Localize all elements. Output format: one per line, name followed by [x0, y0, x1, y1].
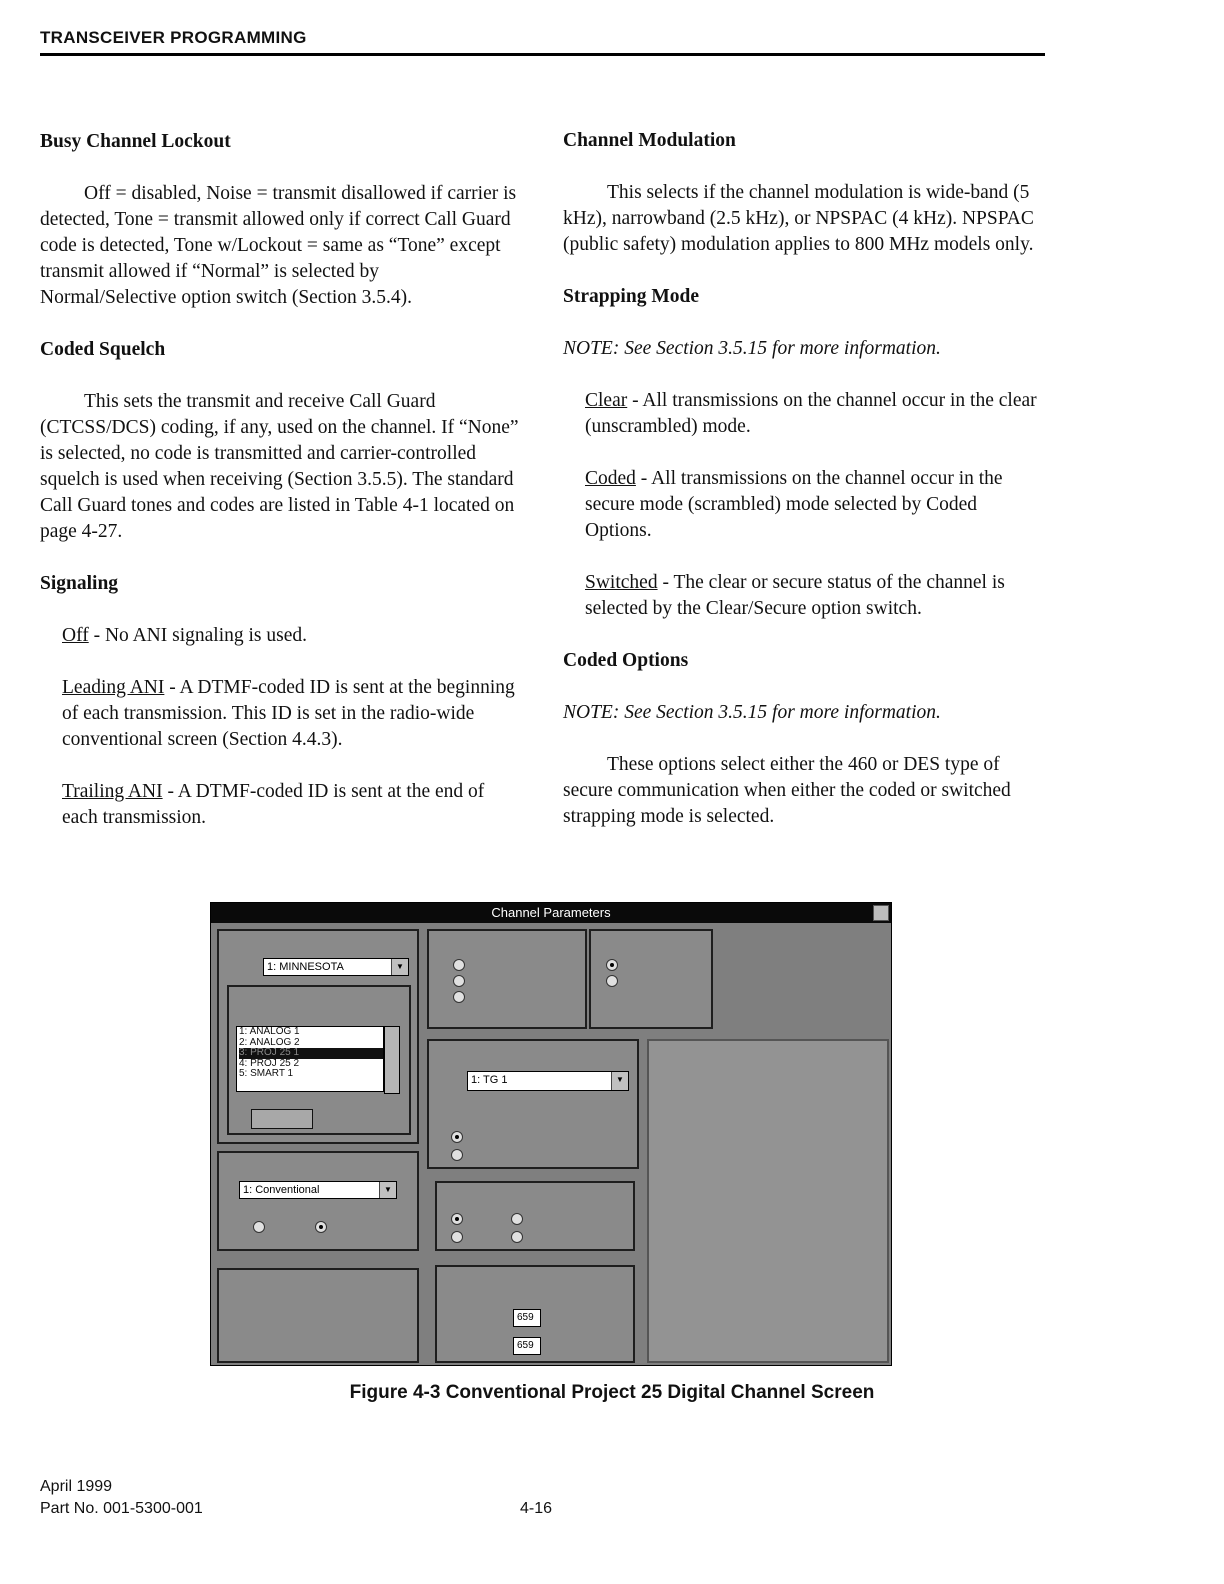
header-rule: [40, 53, 1045, 56]
busy-channel-lockout-group: [435, 1181, 635, 1251]
leading-ani-desc: - A DTMF-coded ID is sent at the beginning of each transmission. This ID is set in the radio-wide conventional screen (Section 4.4.3).: [62, 677, 515, 750]
footer-date: April 1999: [40, 1478, 113, 1495]
system-specific-info-group: [217, 1268, 419, 1363]
channel-list-scrollbar[interactable]: [384, 1026, 400, 1094]
coded-squelch-heading: Coded Squelch: [40, 339, 166, 360]
signaling-trailing-item: [62, 779, 520, 831]
modify-button[interactable]: [251, 1109, 313, 1129]
busy-off-radio[interactable]: [451, 1213, 463, 1225]
analog-radio[interactable]: [253, 1221, 265, 1233]
coded-options-heading: Coded Options: [563, 650, 689, 671]
clear-term: Clear: [585, 390, 628, 411]
window-menu-icon[interactable]: [873, 905, 889, 921]
trailing-ani-desc: - A DTMF-coded ID is sent at the end of each transmission.: [62, 781, 485, 828]
power-radio-3[interactable]: [453, 991, 465, 1003]
tx-nac-input[interactable]: 659: [513, 1337, 541, 1355]
chevron-down-icon[interactable]: ▼: [611, 1072, 628, 1090]
list-item[interactable]: 3: PROJ 25 1: [239, 1048, 383, 1059]
busy-channel-lockout-heading: Busy Channel Lockout: [40, 131, 231, 152]
busy-noise-radio[interactable]: [511, 1213, 523, 1225]
zone-value: 1: MINNESOTA: [267, 961, 344, 973]
clear-desc: - All transmissions on the channel occur in the clear (unscrambled) mode.: [585, 390, 1037, 437]
signaling-heading: Signaling: [40, 573, 119, 594]
figure-caption: Figure 4-3 Conventional Project 25 Digital Channel Screen: [349, 1382, 875, 1403]
radio-list-selectable-radio[interactable]: [451, 1149, 463, 1161]
coded-options-note: NOTE: See Section 3.5.15 for more information.: [563, 702, 941, 723]
window-titlebar: Channel Parameters: [211, 903, 891, 923]
list-item[interactable]: 4: PROJ 25 2: [239, 1057, 300, 1069]
busy-nac-radio[interactable]: [451, 1231, 463, 1243]
off-term: Off: [62, 625, 89, 646]
channel-type-value: 1: Conventional: [243, 1184, 320, 1196]
strap-switched-item: [585, 570, 1043, 622]
rx-nac-input[interactable]: 659: [513, 1309, 541, 1327]
tx-off-radio[interactable]: [606, 959, 618, 971]
strapped-radio[interactable]: [451, 1131, 463, 1143]
chevron-down-icon[interactable]: ▼: [391, 959, 408, 975]
page-header: TRANSCEIVER PROGRAMMING: [40, 28, 307, 47]
tx-on-radio[interactable]: [606, 975, 618, 987]
strap-coded-item: [585, 466, 1043, 544]
trailing-ani-term: Trailing ANI: [62, 781, 163, 802]
signaling-off-item: [62, 623, 520, 649]
project25-radio[interactable]: [315, 1221, 327, 1233]
coded-desc: - All transmissions on the channel occur in the secure mode (scrambled) mode selected by Coded Options.: [585, 468, 1003, 541]
busy-channel-lockout-text: Off = disabled, Noise = transmit disallowed if carrier is detected, Tone = transmit allowed only if correct Call Guard code is detected, Tone w/Lockout = same as “Tone” except transmit allowed if “Normal” is selected by Normal/Selective option switch (Section 3.5.4).: [40, 183, 517, 308]
channel-modulation-heading: Channel Modulation: [563, 130, 736, 151]
power-radio-1[interactable]: [453, 959, 465, 971]
coded-options-text: These options select either the 460 or DES type of secure communication when either the coded or switched strapping mode is selected.: [563, 754, 1011, 827]
footer-part-number: Part No. 001-5300-001: [40, 1500, 203, 1517]
channel-list[interactable]: [236, 1026, 384, 1092]
channel-type-select[interactable]: [239, 1181, 397, 1199]
coded-term: Coded: [585, 468, 636, 489]
switched-desc: - The clear or secure status of the channel is selected by the Clear/Secure option switch.: [585, 572, 1005, 619]
zone-select[interactable]: [263, 958, 409, 976]
footer-page-number: 4-16: [520, 1500, 553, 1517]
talk-group-value: 1: TG 1: [471, 1074, 508, 1086]
list-item[interactable]: 5: SMART 1: [239, 1068, 294, 1079]
right-column: [563, 128, 1043, 856]
busy-nac-lockout-radio[interactable]: [511, 1231, 523, 1243]
talk-group-select[interactable]: [467, 1071, 629, 1091]
right-panel: [647, 1039, 889, 1363]
leading-ani-term: Leading ANI: [62, 677, 165, 698]
channel-parameters-screenshot: [210, 902, 892, 1366]
chevron-down-icon[interactable]: ▼: [379, 1182, 396, 1198]
power-radio-2[interactable]: [453, 975, 465, 987]
switched-term: Switched: [585, 572, 658, 593]
list-item[interactable]: 1: ANALOG 1: [239, 1026, 300, 1037]
strapping-mode-note: NOTE: See Section 3.5.15 for more information.: [563, 338, 941, 359]
off-desc: - No ANI signaling is used.: [88, 625, 307, 646]
left-column: [40, 129, 520, 857]
signaling-leading-item: [62, 675, 520, 753]
list-item[interactable]: 2: ANALOG 2: [239, 1036, 300, 1048]
channel-type-group: [217, 1151, 419, 1251]
strapping-mode-heading: Strapping Mode: [563, 286, 699, 307]
transmit-power-group: [427, 929, 587, 1029]
channel-modulation-text: This selects if the channel modulation is wide-band (5 kHz), narrowband (2.5 kHz), or NPSPAC (4 kHz). NPSPAC (public safety) modulation applies to 800 MHz models only.: [563, 182, 1034, 255]
coded-squelch-text: This sets the transmit and receive Call Guard (CTCSS/DCS) coding, if any, used on the channel. If “None” is selected, no code is transmitted and carrier-controlled squelch is used when receiving (Section 3.5.5). The standard Call Guard tones and codes are listed in Table 4-1 located on page 4-27.: [40, 391, 519, 542]
strap-clear-item: [585, 388, 1043, 440]
